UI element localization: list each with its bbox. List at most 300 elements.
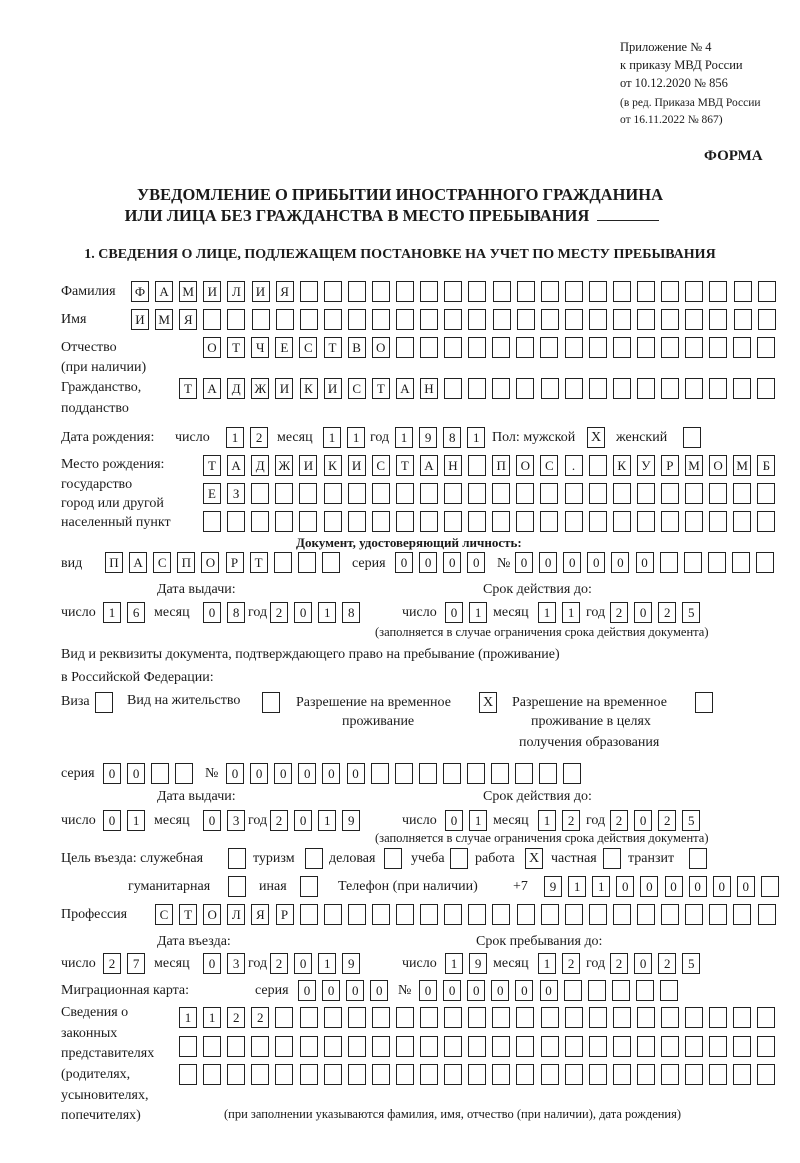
female-checkbox[interactable] — [683, 427, 701, 448]
char-box[interactable] — [298, 552, 316, 573]
char-box[interactable]: 2 — [270, 810, 288, 831]
char-box[interactable] — [348, 511, 366, 532]
char-box[interactable]: 1 — [127, 810, 145, 831]
char-box[interactable] — [734, 309, 752, 330]
char-box[interactable] — [541, 904, 559, 925]
char-box[interactable]: О — [203, 337, 221, 358]
char-box[interactable] — [540, 511, 558, 532]
char-box[interactable] — [493, 309, 511, 330]
char-box[interactable] — [709, 1064, 727, 1085]
char-box[interactable]: И — [252, 281, 270, 302]
char-box[interactable] — [275, 1036, 293, 1057]
char-box[interactable] — [467, 763, 485, 784]
char-box[interactable]: Л — [227, 281, 245, 302]
char-box[interactable] — [564, 980, 582, 1001]
char-box[interactable] — [709, 309, 727, 330]
char-box[interactable]: 1 — [538, 953, 556, 974]
char-box[interactable]: И — [324, 378, 342, 399]
char-box[interactable] — [372, 1007, 390, 1028]
char-box[interactable] — [468, 904, 486, 925]
char-box[interactable] — [444, 378, 462, 399]
char-box[interactable] — [613, 309, 631, 330]
char-box[interactable] — [661, 337, 679, 358]
char-box[interactable]: 2 — [270, 953, 288, 974]
char-box[interactable]: 0 — [634, 602, 652, 623]
char-box[interactable] — [613, 904, 631, 925]
char-box[interactable] — [493, 281, 511, 302]
char-box[interactable]: П — [177, 552, 195, 573]
char-box[interactable] — [589, 1007, 607, 1028]
char-box[interactable]: 2 — [658, 602, 676, 623]
char-box[interactable] — [396, 309, 414, 330]
char-box[interactable]: 1 — [318, 810, 336, 831]
char-box[interactable]: 0 — [540, 980, 558, 1001]
char-box[interactable]: Ч — [251, 337, 269, 358]
char-box[interactable]: О — [203, 904, 221, 925]
char-box[interactable] — [733, 904, 751, 925]
char-box[interactable] — [372, 511, 390, 532]
char-box[interactable] — [251, 1064, 269, 1085]
char-box[interactable] — [541, 378, 559, 399]
char-box[interactable] — [563, 763, 581, 784]
char-box[interactable]: З — [227, 483, 245, 504]
char-box[interactable] — [300, 309, 318, 330]
char-box[interactable] — [492, 904, 510, 925]
char-box[interactable] — [324, 309, 342, 330]
char-box[interactable] — [515, 763, 533, 784]
char-box[interactable]: У — [637, 455, 655, 476]
char-box[interactable]: 0 — [322, 980, 340, 1001]
char-box[interactable]: 1 — [318, 602, 336, 623]
char-box[interactable] — [661, 378, 679, 399]
char-box[interactable]: 0 — [298, 980, 316, 1001]
char-box[interactable] — [709, 511, 727, 532]
char-box[interactable] — [492, 511, 510, 532]
char-box[interactable] — [324, 483, 342, 504]
char-box[interactable]: А — [227, 455, 245, 476]
char-box[interactable] — [468, 483, 486, 504]
char-box[interactable] — [324, 511, 342, 532]
char-box[interactable] — [733, 483, 751, 504]
char-box[interactable] — [541, 1036, 559, 1057]
purpose-transit-checkbox[interactable] — [689, 848, 707, 869]
char-box[interactable] — [757, 511, 775, 532]
char-box[interactable] — [372, 309, 390, 330]
char-box[interactable]: 2 — [610, 810, 628, 831]
char-box[interactable] — [637, 483, 655, 504]
char-box[interactable]: 0 — [274, 763, 292, 784]
char-box[interactable] — [589, 455, 607, 476]
char-box[interactable] — [661, 1036, 679, 1057]
char-box[interactable]: 6 — [127, 602, 145, 623]
char-box[interactable] — [661, 1064, 679, 1085]
char-box[interactable] — [613, 337, 631, 358]
char-box[interactable]: 0 — [226, 763, 244, 784]
char-box[interactable] — [685, 378, 703, 399]
char-box[interactable] — [685, 904, 703, 925]
char-box[interactable] — [275, 1007, 293, 1028]
male-checkbox[interactable]: X — [587, 427, 605, 448]
char-box[interactable]: 0 — [616, 876, 634, 897]
char-box[interactable]: Т — [324, 337, 342, 358]
char-box[interactable] — [468, 281, 486, 302]
char-box[interactable] — [613, 378, 631, 399]
char-box[interactable] — [709, 378, 727, 399]
char-box[interactable] — [372, 904, 390, 925]
char-box[interactable] — [758, 309, 776, 330]
char-box[interactable] — [444, 281, 462, 302]
char-box[interactable] — [324, 281, 342, 302]
char-box[interactable] — [348, 1036, 366, 1057]
char-box[interactable] — [420, 904, 438, 925]
char-box[interactable]: 0 — [587, 552, 605, 573]
char-box[interactable] — [372, 1036, 390, 1057]
char-box[interactable] — [685, 1036, 703, 1057]
char-box[interactable] — [709, 1036, 727, 1057]
char-box[interactable] — [684, 552, 702, 573]
char-box[interactable] — [613, 1064, 631, 1085]
char-box[interactable] — [300, 1007, 318, 1028]
char-box[interactable] — [733, 1036, 751, 1057]
char-box[interactable]: 1 — [347, 427, 365, 448]
char-box[interactable]: 0 — [445, 810, 463, 831]
char-box[interactable]: К — [613, 455, 631, 476]
char-box[interactable] — [612, 980, 630, 1001]
char-box[interactable] — [468, 1064, 486, 1085]
char-box[interactable] — [396, 1036, 414, 1057]
char-box[interactable] — [275, 483, 293, 504]
char-box[interactable] — [637, 511, 655, 532]
char-box[interactable]: Я — [251, 904, 269, 925]
char-box[interactable] — [637, 378, 655, 399]
char-box[interactable]: 8 — [443, 427, 461, 448]
char-box[interactable] — [758, 281, 776, 302]
char-box[interactable] — [709, 281, 727, 302]
char-box[interactable] — [516, 1036, 534, 1057]
char-box[interactable]: Л — [227, 904, 245, 925]
char-box[interactable] — [565, 1007, 583, 1028]
char-box[interactable]: С — [372, 455, 390, 476]
purpose-tourism-checkbox[interactable] — [305, 848, 323, 869]
char-box[interactable] — [661, 1007, 679, 1028]
char-box[interactable] — [589, 1036, 607, 1057]
char-box[interactable]: 3 — [227, 810, 245, 831]
char-box[interactable]: 0 — [467, 552, 485, 573]
char-box[interactable]: 0 — [563, 552, 581, 573]
char-box[interactable] — [492, 1064, 510, 1085]
char-box[interactable] — [709, 337, 727, 358]
char-box[interactable] — [613, 1036, 631, 1057]
char-box[interactable]: 0 — [127, 763, 145, 784]
char-box[interactable]: 2 — [562, 953, 580, 974]
char-box[interactable] — [685, 511, 703, 532]
temp-residence-edu-checkbox[interactable] — [695, 692, 713, 713]
char-box[interactable]: 1 — [226, 427, 244, 448]
purpose-humanitarian-checkbox[interactable] — [228, 876, 246, 897]
char-box[interactable]: И — [131, 309, 149, 330]
char-box[interactable]: К — [324, 455, 342, 476]
char-box[interactable] — [565, 378, 583, 399]
char-box[interactable]: 0 — [250, 763, 268, 784]
char-box[interactable]: 0 — [445, 602, 463, 623]
char-box[interactable]: Н — [444, 455, 462, 476]
char-box[interactable]: И — [203, 281, 221, 302]
char-box[interactable] — [637, 337, 655, 358]
char-box[interactable] — [685, 309, 703, 330]
char-box[interactable] — [324, 1036, 342, 1057]
char-box[interactable] — [179, 1036, 197, 1057]
char-box[interactable] — [419, 763, 437, 784]
char-box[interactable] — [299, 511, 317, 532]
char-box[interactable]: Я — [179, 309, 197, 330]
char-box[interactable] — [637, 309, 655, 330]
char-box[interactable]: Т — [179, 378, 197, 399]
char-box[interactable]: Т — [372, 378, 390, 399]
char-box[interactable] — [733, 1064, 751, 1085]
char-box[interactable] — [348, 1064, 366, 1085]
char-box[interactable] — [396, 511, 414, 532]
char-box[interactable]: 1 — [592, 876, 610, 897]
char-box[interactable] — [491, 763, 509, 784]
char-box[interactable]: 1 — [469, 602, 487, 623]
char-box[interactable]: 0 — [203, 810, 221, 831]
char-box[interactable]: 1 — [103, 602, 121, 623]
char-box[interactable] — [227, 1064, 245, 1085]
char-box[interactable]: 0 — [689, 876, 707, 897]
char-box[interactable]: 0 — [419, 552, 437, 573]
char-box[interactable]: Т — [179, 904, 197, 925]
char-box[interactable] — [589, 378, 607, 399]
char-box[interactable]: 0 — [346, 980, 364, 1001]
char-box[interactable] — [151, 763, 169, 784]
char-box[interactable]: 0 — [443, 980, 461, 1001]
char-box[interactable]: 2 — [562, 810, 580, 831]
char-box[interactable] — [396, 1007, 414, 1028]
char-box[interactable] — [636, 980, 654, 1001]
char-box[interactable] — [757, 1036, 775, 1057]
char-box[interactable]: 1 — [445, 953, 463, 974]
char-box[interactable] — [660, 552, 678, 573]
char-box[interactable]: 0 — [347, 763, 365, 784]
char-box[interactable] — [444, 1036, 462, 1057]
char-box[interactable] — [492, 378, 510, 399]
char-box[interactable] — [637, 1007, 655, 1028]
char-box[interactable]: Т — [203, 455, 221, 476]
char-box[interactable]: 5 — [682, 810, 700, 831]
char-box[interactable] — [539, 763, 557, 784]
char-box[interactable] — [492, 1007, 510, 1028]
char-box[interactable] — [444, 337, 462, 358]
char-box[interactable] — [540, 337, 558, 358]
char-box[interactable]: 0 — [203, 953, 221, 974]
char-box[interactable]: 1 — [568, 876, 586, 897]
char-box[interactable] — [300, 904, 318, 925]
char-box[interactable] — [685, 1064, 703, 1085]
char-box[interactable] — [420, 1064, 438, 1085]
char-box[interactable]: Б — [757, 455, 775, 476]
char-box[interactable]: 8 — [342, 602, 360, 623]
char-box[interactable]: Т — [227, 337, 245, 358]
char-box[interactable]: 0 — [294, 602, 312, 623]
char-box[interactable]: 9 — [469, 953, 487, 974]
char-box[interactable] — [371, 763, 389, 784]
char-box[interactable] — [396, 904, 414, 925]
char-box[interactable]: И — [275, 378, 293, 399]
char-box[interactable]: 0 — [298, 763, 316, 784]
char-box[interactable]: 0 — [370, 980, 388, 1001]
char-box[interactable]: Р — [226, 552, 244, 573]
char-box[interactable]: М — [733, 455, 751, 476]
char-box[interactable] — [468, 337, 486, 358]
char-box[interactable] — [565, 1064, 583, 1085]
char-box[interactable] — [252, 309, 270, 330]
char-box[interactable]: 1 — [203, 1007, 221, 1028]
char-box[interactable]: 5 — [682, 602, 700, 623]
char-box[interactable]: 2 — [227, 1007, 245, 1028]
char-box[interactable] — [420, 337, 438, 358]
char-box[interactable] — [420, 483, 438, 504]
char-box[interactable]: Е — [275, 337, 293, 358]
char-box[interactable] — [203, 309, 221, 330]
char-box[interactable] — [757, 337, 775, 358]
char-box[interactable] — [299, 483, 317, 504]
char-box[interactable] — [637, 1036, 655, 1057]
purpose-business-checkbox[interactable] — [384, 848, 402, 869]
char-box[interactable] — [396, 1064, 414, 1085]
char-box[interactable]: 1 — [562, 602, 580, 623]
char-box[interactable]: 0 — [322, 763, 340, 784]
char-box[interactable] — [420, 511, 438, 532]
char-box[interactable] — [761, 876, 779, 897]
char-box[interactable] — [589, 483, 607, 504]
char-box[interactable]: 3 — [227, 953, 245, 974]
char-box[interactable] — [613, 511, 631, 532]
char-box[interactable] — [322, 552, 340, 573]
char-box[interactable] — [516, 378, 534, 399]
char-box[interactable]: С — [155, 904, 173, 925]
char-box[interactable] — [324, 1007, 342, 1028]
residence-permit-checkbox[interactable] — [262, 692, 280, 713]
purpose-official-checkbox[interactable] — [228, 848, 246, 869]
char-box[interactable] — [758, 904, 776, 925]
char-box[interactable] — [661, 511, 679, 532]
char-box[interactable] — [613, 281, 631, 302]
char-box[interactable] — [468, 309, 486, 330]
char-box[interactable]: А — [420, 455, 438, 476]
char-box[interactable] — [733, 378, 751, 399]
char-box[interactable] — [227, 1036, 245, 1057]
temp-residence-checkbox[interactable]: X — [479, 692, 497, 713]
char-box[interactable]: 0 — [395, 552, 413, 573]
char-box[interactable] — [637, 904, 655, 925]
char-box[interactable] — [443, 763, 461, 784]
char-box[interactable] — [227, 309, 245, 330]
char-box[interactable]: 9 — [342, 953, 360, 974]
char-box[interactable] — [516, 1064, 534, 1085]
char-box[interactable]: Е — [203, 483, 221, 504]
char-box[interactable] — [541, 1007, 559, 1028]
char-box[interactable]: 0 — [636, 552, 654, 573]
char-box[interactable] — [516, 1007, 534, 1028]
char-box[interactable]: С — [299, 337, 317, 358]
char-box[interactable] — [274, 552, 292, 573]
char-box[interactable]: П — [492, 455, 510, 476]
char-box[interactable]: Т — [396, 455, 414, 476]
char-box[interactable]: А — [155, 281, 173, 302]
char-box[interactable] — [276, 309, 294, 330]
char-box[interactable]: 0 — [634, 810, 652, 831]
char-box[interactable]: 9 — [342, 810, 360, 831]
visa-checkbox[interactable] — [95, 692, 113, 713]
char-box[interactable] — [468, 378, 486, 399]
char-box[interactable] — [516, 511, 534, 532]
char-box[interactable] — [565, 281, 583, 302]
char-box[interactable] — [203, 1036, 221, 1057]
char-box[interactable]: 0 — [103, 810, 121, 831]
char-box[interactable]: И — [299, 455, 317, 476]
char-box[interactable]: 1 — [538, 810, 556, 831]
char-box[interactable]: 5 — [682, 953, 700, 974]
char-box[interactable] — [275, 1064, 293, 1085]
char-box[interactable] — [517, 309, 535, 330]
char-box[interactable] — [175, 763, 193, 784]
char-box[interactable]: 1 — [469, 810, 487, 831]
char-box[interactable] — [444, 1064, 462, 1085]
char-box[interactable] — [637, 281, 655, 302]
char-box[interactable] — [444, 1007, 462, 1028]
char-box[interactable]: 0 — [640, 876, 658, 897]
char-box[interactable] — [708, 552, 726, 573]
char-box[interactable]: 2 — [610, 953, 628, 974]
char-box[interactable]: Ж — [251, 378, 269, 399]
char-box[interactable] — [540, 483, 558, 504]
char-box[interactable] — [420, 281, 438, 302]
char-box[interactable]: . — [565, 455, 583, 476]
char-box[interactable] — [444, 904, 462, 925]
char-box[interactable]: 8 — [227, 602, 245, 623]
char-box[interactable]: 0 — [443, 552, 461, 573]
char-box[interactable] — [179, 1064, 197, 1085]
char-box[interactable]: 0 — [467, 980, 485, 1001]
char-box[interactable] — [420, 1036, 438, 1057]
char-box[interactable] — [565, 511, 583, 532]
char-box[interactable] — [565, 1036, 583, 1057]
char-box[interactable]: 0 — [203, 602, 221, 623]
char-box[interactable]: 7 — [127, 953, 145, 974]
char-box[interactable] — [468, 455, 486, 476]
char-box[interactable]: 9 — [544, 876, 562, 897]
char-box[interactable] — [251, 511, 269, 532]
char-box[interactable] — [324, 904, 342, 925]
char-box[interactable] — [565, 483, 583, 504]
char-box[interactable]: 0 — [634, 953, 652, 974]
char-box[interactable]: О — [372, 337, 390, 358]
char-box[interactable] — [492, 1036, 510, 1057]
char-box[interactable]: 2 — [251, 1007, 269, 1028]
char-box[interactable]: О — [516, 455, 534, 476]
char-box[interactable] — [661, 904, 679, 925]
char-box[interactable] — [372, 1064, 390, 1085]
char-box[interactable] — [565, 309, 583, 330]
char-box[interactable] — [203, 511, 221, 532]
char-box[interactable] — [709, 483, 727, 504]
char-box[interactable]: М — [155, 309, 173, 330]
purpose-study-checkbox[interactable] — [450, 848, 468, 869]
char-box[interactable] — [324, 1064, 342, 1085]
char-box[interactable] — [541, 1064, 559, 1085]
char-box[interactable] — [637, 1064, 655, 1085]
char-box[interactable] — [348, 309, 366, 330]
